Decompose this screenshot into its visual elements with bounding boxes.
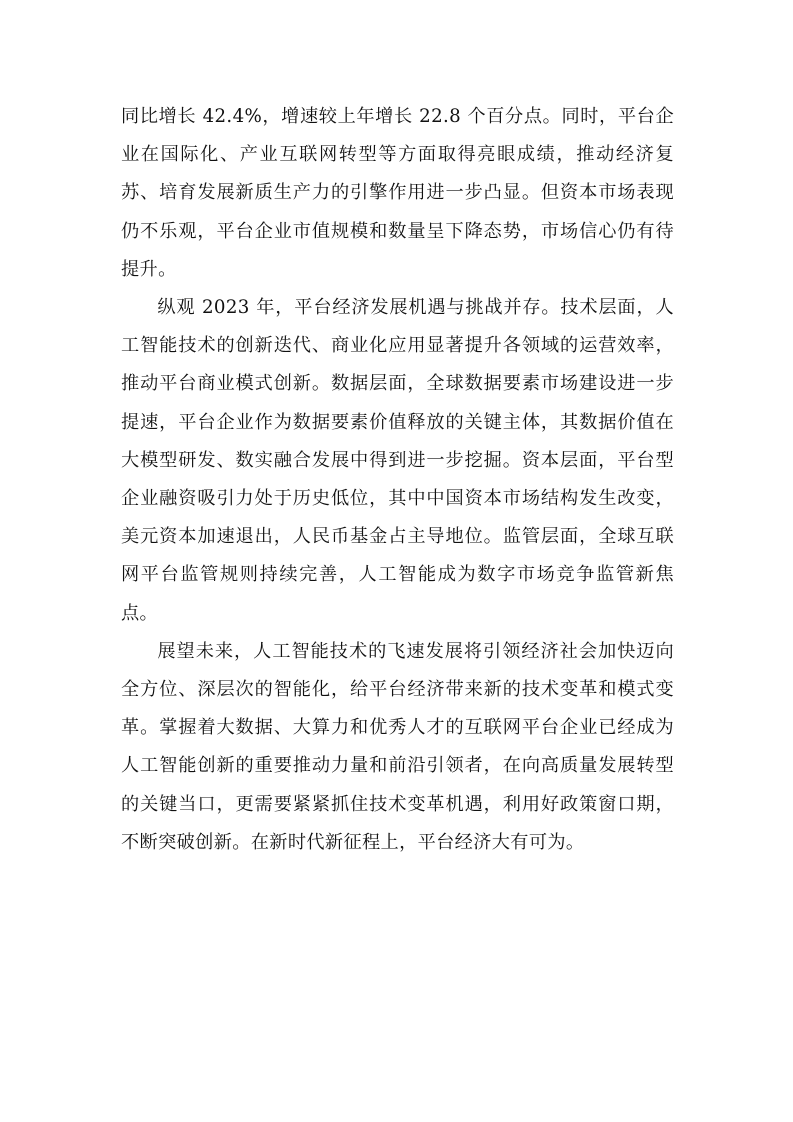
paragraph-outlook: 展望未来，人工智能技术的飞速发展将引领经济社会加快迈向全方位、深层次的智能化，给平台经济带来新的技术变革和模式变革。掌握着大数据、大算力和优秀人才的互联网平台企业已经成为人工智能创新的重要推动力量和前沿引领者，在向高质量发展转型的关键当口，更需要紧紧抓住技术变革机遇，利用好政策窗口期，不断突破创新。在新时代新征程上，平台经济大有可为。 — [121, 640, 674, 853]
paragraph-continuation: 同比增长 42.4%，增速较上年增长 22.8 个百分点。同时，平台企业在国际化、产业互联网转型等方面取得亮眼成绩，推动经济复苏、培育发展新质生产力的引擎作用进一步凸显。但资本市场表现仍不乐观，平台企业市值规模和数量呈下降态势，市场信心仍有待提升。 — [121, 106, 674, 280]
paragraph-2023-overview: 纵观 2023 年，平台经济发展机遇与挑战并存。技术层面，人工智能技术的创新迭代、商业化应用显著提升各领域的运营效率，推动平台商业模式创新。数据层面，全球数据要素市场建设进一步提速，平台企业作为数据要素价值释放的关键主体，其数据价值在大模型研发、数实融合发展中得到进一步挖掘。资本层面，平台型企业融资吸引力处于历史低位，其中中国资本市场结构发生改变，美元资本加速退出，人民币基金占主导地位。监管层面，全球互联网平台监管规则持续完善，人工智能成为数字市场竞争监管新焦点。 — [121, 297, 674, 624]
document-body — [121, 98, 674, 862]
